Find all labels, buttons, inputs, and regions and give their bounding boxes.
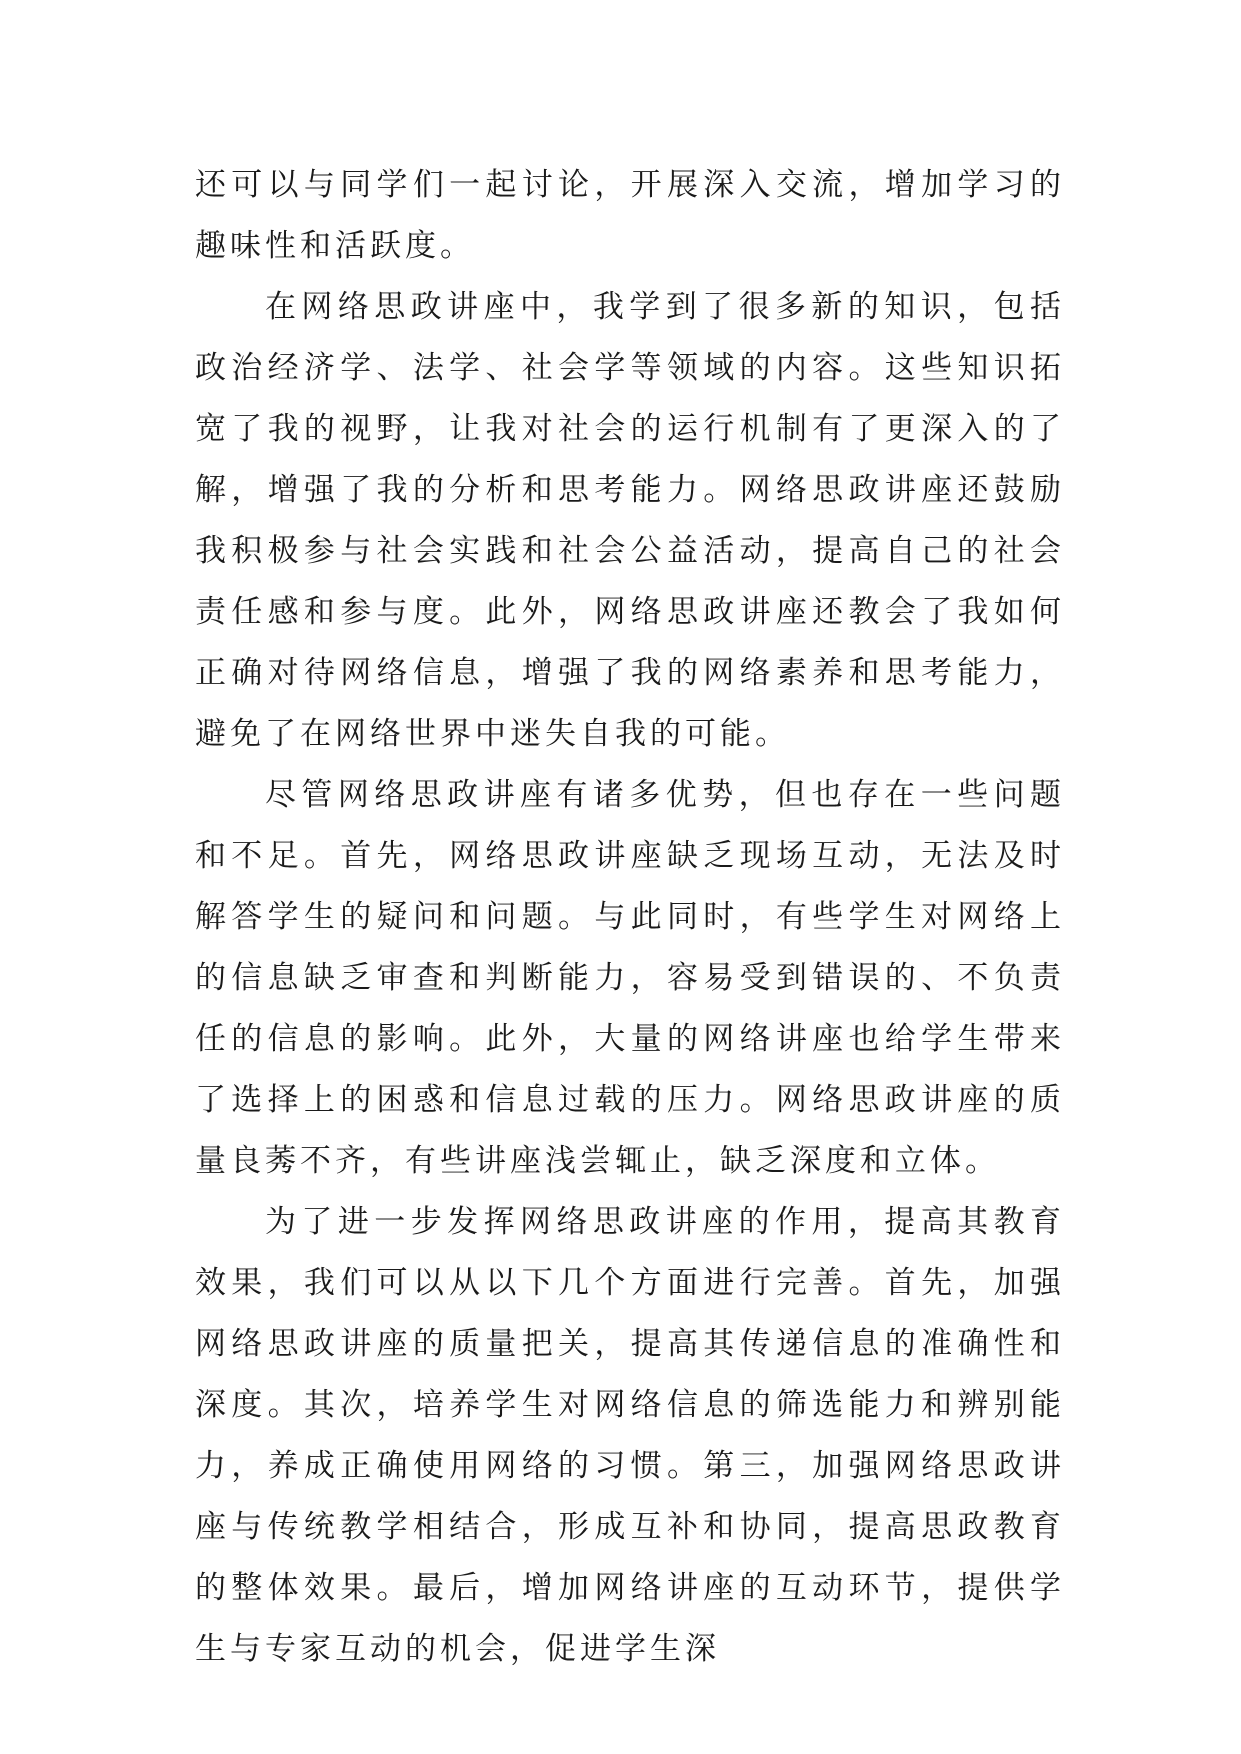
paragraph-problems: 尽管网络思政讲座有诸多优势，但也存在一些问题和不足。首先，网络思政讲座缺乏现场互动，无法及时解答学生的疑问和问题。与此同时，有些学生对网络上的信息缺乏审查和判断能力，容易受到错误的、不负责任的信息的影响。此外，大量的网络讲座也给学生带来了选择上的困惑和信息过载的压力。网络思政讲座的质量良莠不齐，有些讲座浅尝辄止，缺乏深度和立体。 [195, 777, 1065, 1179]
document-body [195, 155, 1065, 1680]
paragraph-improvements: 为了进一步发挥网络思政讲座的作用，提高其教育效果，我们可以从以下几个方面进行完善。首先，加强网络思政讲座的质量把关，提高其传递信息的准确性和深度。其次，培养学生对网络信息的筛选能力和辨别能力，养成正确使用网络的习惯。第三，加强网络思政讲座与传统教学相结合，形成互补和协同，提高思政教育的整体效果。最后，增加网络讲座的互动环节，提供学生与专家互动的机会，促进学生深 [195, 1204, 1065, 1667]
paragraph-knowledge: 在网络思政讲座中，我学到了很多新的知识，包括政治经济学、法学、社会学等领域的内容。这些知识拓宽了我的视野，让我对社会的运行机制有了更深入的了解，增强了我的分析和思考能力。网络思政讲座还鼓励我积极参与社会实践和社会公益活动，提高自己的社会责任感和参与度。此外，网络思政讲座还教会了我如何正确对待网络信息，增强了我的网络素养和思考能力，避免了在网络世界中迷失自我的可能。 [195, 289, 1065, 752]
paragraph-continuation: 还可以与同学们一起讨论，开展深入交流，增加学习的趣味性和活跃度。 [195, 167, 1065, 264]
